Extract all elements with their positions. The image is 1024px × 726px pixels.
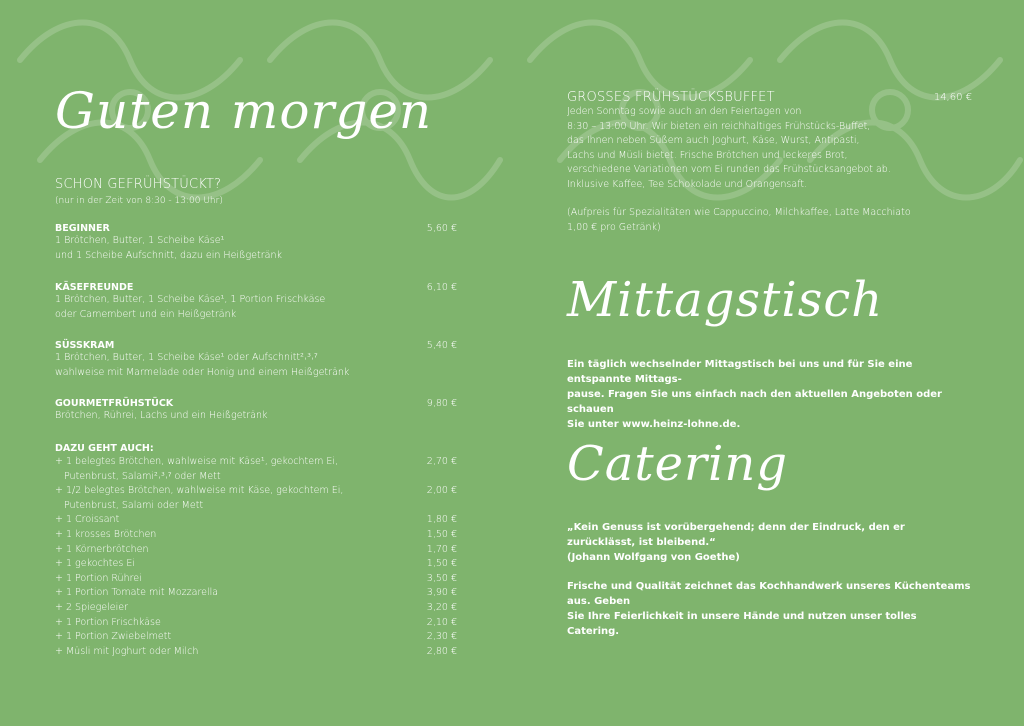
addon-row [55,484,457,499]
menu-item [55,223,457,263]
addon-price: 3,20 € [426,601,457,613]
item-name: GOURMETFRÜHSTÜCK [55,398,174,409]
item-desc: oder Camembert und ein Heißgetränk [55,308,237,320]
addon-row [55,586,457,601]
addon-label: + 1 krosses Brötchen [55,528,157,540]
buffet-line: Jeden Sonntag sowie auch an den Feiertagen von [567,106,802,117]
addon-label: + Müsli mit Joghurt oder Milch [55,645,199,657]
addon-row [55,528,457,543]
item-desc: 1 Brötchen, Butter, 1 Scheibe Käse¹, 1 Portion Frischkäse [55,294,326,305]
buffet-line: verschiedene Variationen vom Ei runden das Frühstücksangebot ab. [567,164,891,175]
addon-price: 2,00 € [426,485,457,497]
quote-author: (Johann Wolfgang von Goethe) [567,552,740,563]
addon-label: + 1 Portion Rührei [55,572,142,584]
item-price: 5,40 € [426,340,457,351]
item-desc: Brötchen, Rührei, Lachs und ein Heißgetränk [55,410,268,421]
buffet-line: das Ihnen neben Süßem auch Joghurt, Käse, Wurst, Antipasti, [567,135,860,146]
title-mittagstisch: Mittagstisch [567,272,884,328]
menu-item [55,282,457,322]
addon-label: + 1 Portion Tomate mit Mozzarella [55,587,219,599]
addon-price: 2,80 € [426,645,457,657]
item-desc: wahlweise mit Marmelade oder Honig und einem Heißgetränk [55,366,350,378]
section-subheading: (nur in der Zeit von 8:30 - 13:00 Uhr) [55,196,223,206]
item-desc: 1 Brötchen, Butter, 1 Scheibe Käse¹ [55,235,225,246]
addon-row [55,543,457,558]
addon-row [55,470,457,485]
addon-price: 2,70 € [426,456,457,467]
item-name: KÄSEFREUNDE [55,282,134,293]
lunch-line: Ein täglich wechselnder Mittagstisch bei uns und für Sie eine entspannte Mittags- [567,359,913,385]
buffet-title: GROSSES FRÜHSTÜCKSBUFFET [567,90,775,105]
lunch-line: Sie unter www.heinz-lohne.de. [567,419,741,430]
addons-title: DAZU GEHT AUCH: [55,443,154,454]
menu-item [55,340,457,380]
addon-label: + 1 Körnerbrötchen [55,543,149,555]
item-name: BEGINNER [55,223,110,234]
title-catering: Catering [567,436,788,492]
addon-row [55,513,457,528]
addons-list [55,443,457,659]
addon-price: 1,50 € [426,558,457,570]
addon-label: + 1 belegtes Brötchen, wahlweise mit Käse¹, gekochtem Ei, [55,456,339,467]
addon-label: + 2 Spiegeleier [55,601,129,613]
surcharge-line: (Aufpreis für Spezialitäten wie Cappuccino, Milchkaffee, Latte Macchiato [567,207,911,218]
addon-label: + 1 Portion Frischkäse [55,616,161,628]
addon-price: 1,50 € [426,528,457,540]
buffet-line: Lachs und Müsli bietet. Frische Brötchen und leckeres Brot, [567,149,848,161]
addon-price: 3,50 € [426,572,457,584]
item-price: 6,10 € [426,282,457,293]
addon-label: + 1 gekochtes Ei [55,558,135,570]
item-price: 5,60 € [426,223,457,234]
lunch-section [567,357,972,432]
catering-line: Frische und Qualität zeichnet das Kochhandwerk unseres Küchenteams aus. Geben [567,581,971,607]
addon-row [55,616,457,631]
addon-row [55,601,457,616]
addon-label: + 1/2 belegtes Brötchen, wahlweise mit Käse, gekochtem Ei, [55,485,344,497]
item-name: SÜSSKRAM [55,340,115,351]
quote-line: „Kein Genuss ist vorübergehend; denn der Eindruck, den er zurücklässt, ist bleibend.“ [567,522,905,548]
addon-row [55,557,457,572]
addon-row [55,645,457,660]
item-desc: 1 Brötchen, Butter, 1 Scheibe Käse¹ oder Aufschnitt²˒³˒⁷ [55,352,318,363]
addon-row [55,455,457,470]
addon-price: 1,80 € [426,514,457,526]
item-desc: und 1 Scheibe Aufschnitt, dazu ein Heißgetränk [55,249,282,261]
addon-price: 1,70 € [426,543,457,555]
title-guten-morgen: Guten morgen [55,82,433,140]
catering-section [567,520,972,639]
addon-row [55,572,457,587]
section-heading: SCHON GEFRÜHSTÜCKT? [55,177,222,192]
item-price: 9,80 € [426,398,457,409]
addon-label: Putenbrust, Salami oder Mett [64,499,204,511]
addon-row [55,630,457,645]
buffet-line: Inklusive Kaffee, Tee Schokolade und Orangensaft. [567,178,808,190]
surcharge-line: 1,00 € pro Getränk) [567,221,661,233]
addon-label: Putenbrust, Salami²˒³˒⁷ oder Mett [64,470,221,482]
addon-price: 3,90 € [426,587,457,599]
catering-line: Sie Ihre Feierlichkeit in unsere Hände und nutzen unser tolles Catering. [567,611,917,637]
addon-price: 2,10 € [426,616,457,628]
addon-label: + 1 Portion Zwiebelmett [55,631,172,643]
menu-item [55,398,457,424]
addon-price: 2,30 € [426,631,457,643]
addon-row [55,499,457,514]
buffet-section [567,90,972,235]
lunch-line: pause. Fragen Sie uns einfach nach den aktuellen Angeboten oder schauen [567,389,942,415]
addon-label: + 1 Croissant [55,514,120,526]
buffet-price: 14,60 € [933,92,972,103]
buffet-line: 8:30 – 13:00 Uhr. Wir bieten ein reichhaltiges Frühstücks-Buffet, [567,120,871,132]
